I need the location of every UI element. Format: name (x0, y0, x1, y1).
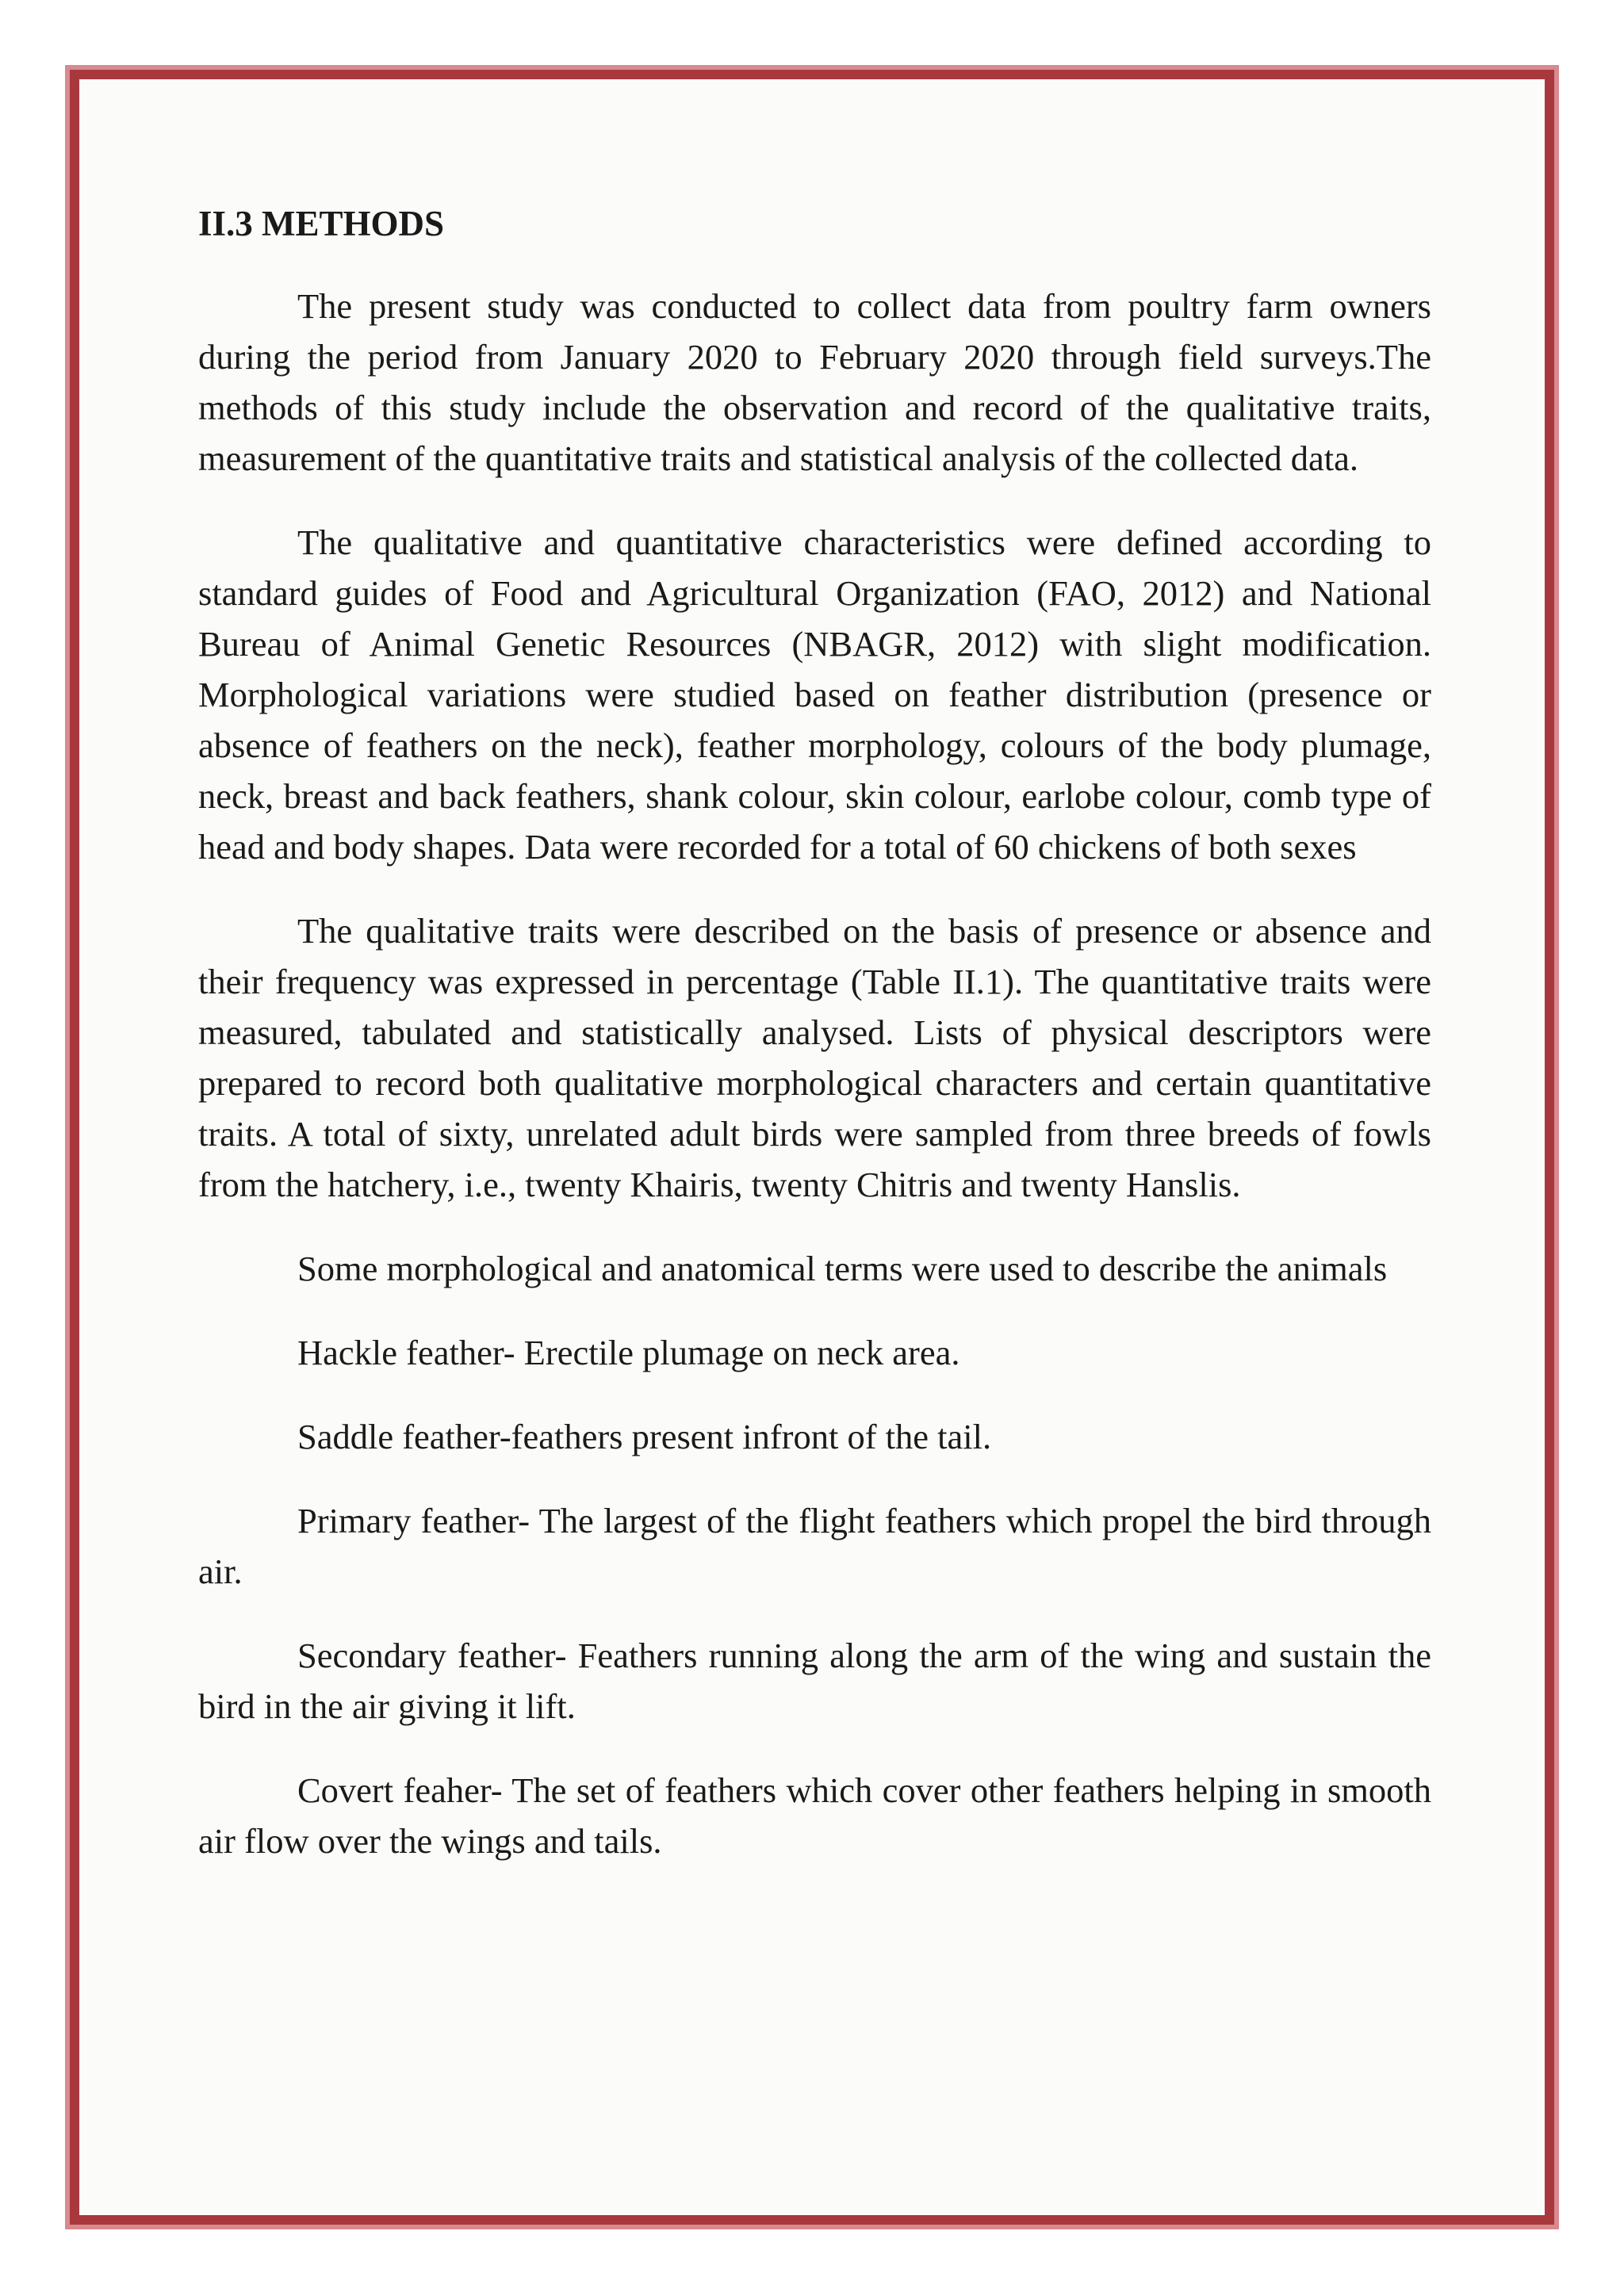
term-hackle-feather: Hackle feather- Erectile plumage on neck area. (297, 1333, 960, 1372)
term-primary-feather: Primary feather- The largest of the flight feathers which propel the bird through air. (198, 1501, 1431, 1591)
term-covert-feather: Covert feaher- The set of feathers which cover other feathers helping in smooth air flow over the wings and tails. (198, 1770, 1431, 1861)
document-body (198, 198, 1431, 1900)
term-secondary-feather: Secondary feather- Feathers running along the arm of the wing and sustain the bird in the air giving it lift. (198, 1636, 1431, 1726)
section-heading: II.3 METHODS (198, 204, 445, 243)
paragraph-study-overview: The present study was conducted to collect data from poultry farm owners during the period from January 2020 to February 2020 through field surveys.The methods of this study include the observation and record of the qualitative traits, measurement of the quantitative traits and statistical analysis of the collected data. (198, 286, 1431, 478)
paragraph-qualitative-traits: The qualitative traits were described on the basis of presence or absence and their frequency was expressed in percentage (Table II.1). The quantitative traits were measured, tabulated and statistically analysed. Lists of physical descriptors were prepared to record both qualitative morphological characters and certain quantitative traits. A total of sixty, unrelated adult birds were sampled from three breeds of fowls from the hatchery, i.e., twenty Khairis, twenty Chitris and twenty Hanslis. (198, 911, 1431, 1204)
paragraph-characteristics: The qualitative and quantitative characteristics were defined according to standard guides of Food and Agricultural Organization (FAO, 2012) and National Bureau of Animal Genetic Resources (NBAGR, 2012) with slight modification. Morphological variations were studied based on feather distribution (presence or absence of feathers on the neck), feather morphology, colours of the body plumage, neck, breast and back feathers, shank colour, skin colour, earlobe colour, comb type of head and body shapes. Data were recorded for a total of 60 chickens of both sexes (198, 522, 1431, 867)
term-saddle-feather: Saddle feather-feathers present infront of the tail. (297, 1417, 992, 1456)
paragraph-terms-intro: Some morphological and anatomical terms were used to describe the animals (297, 1249, 1388, 1288)
